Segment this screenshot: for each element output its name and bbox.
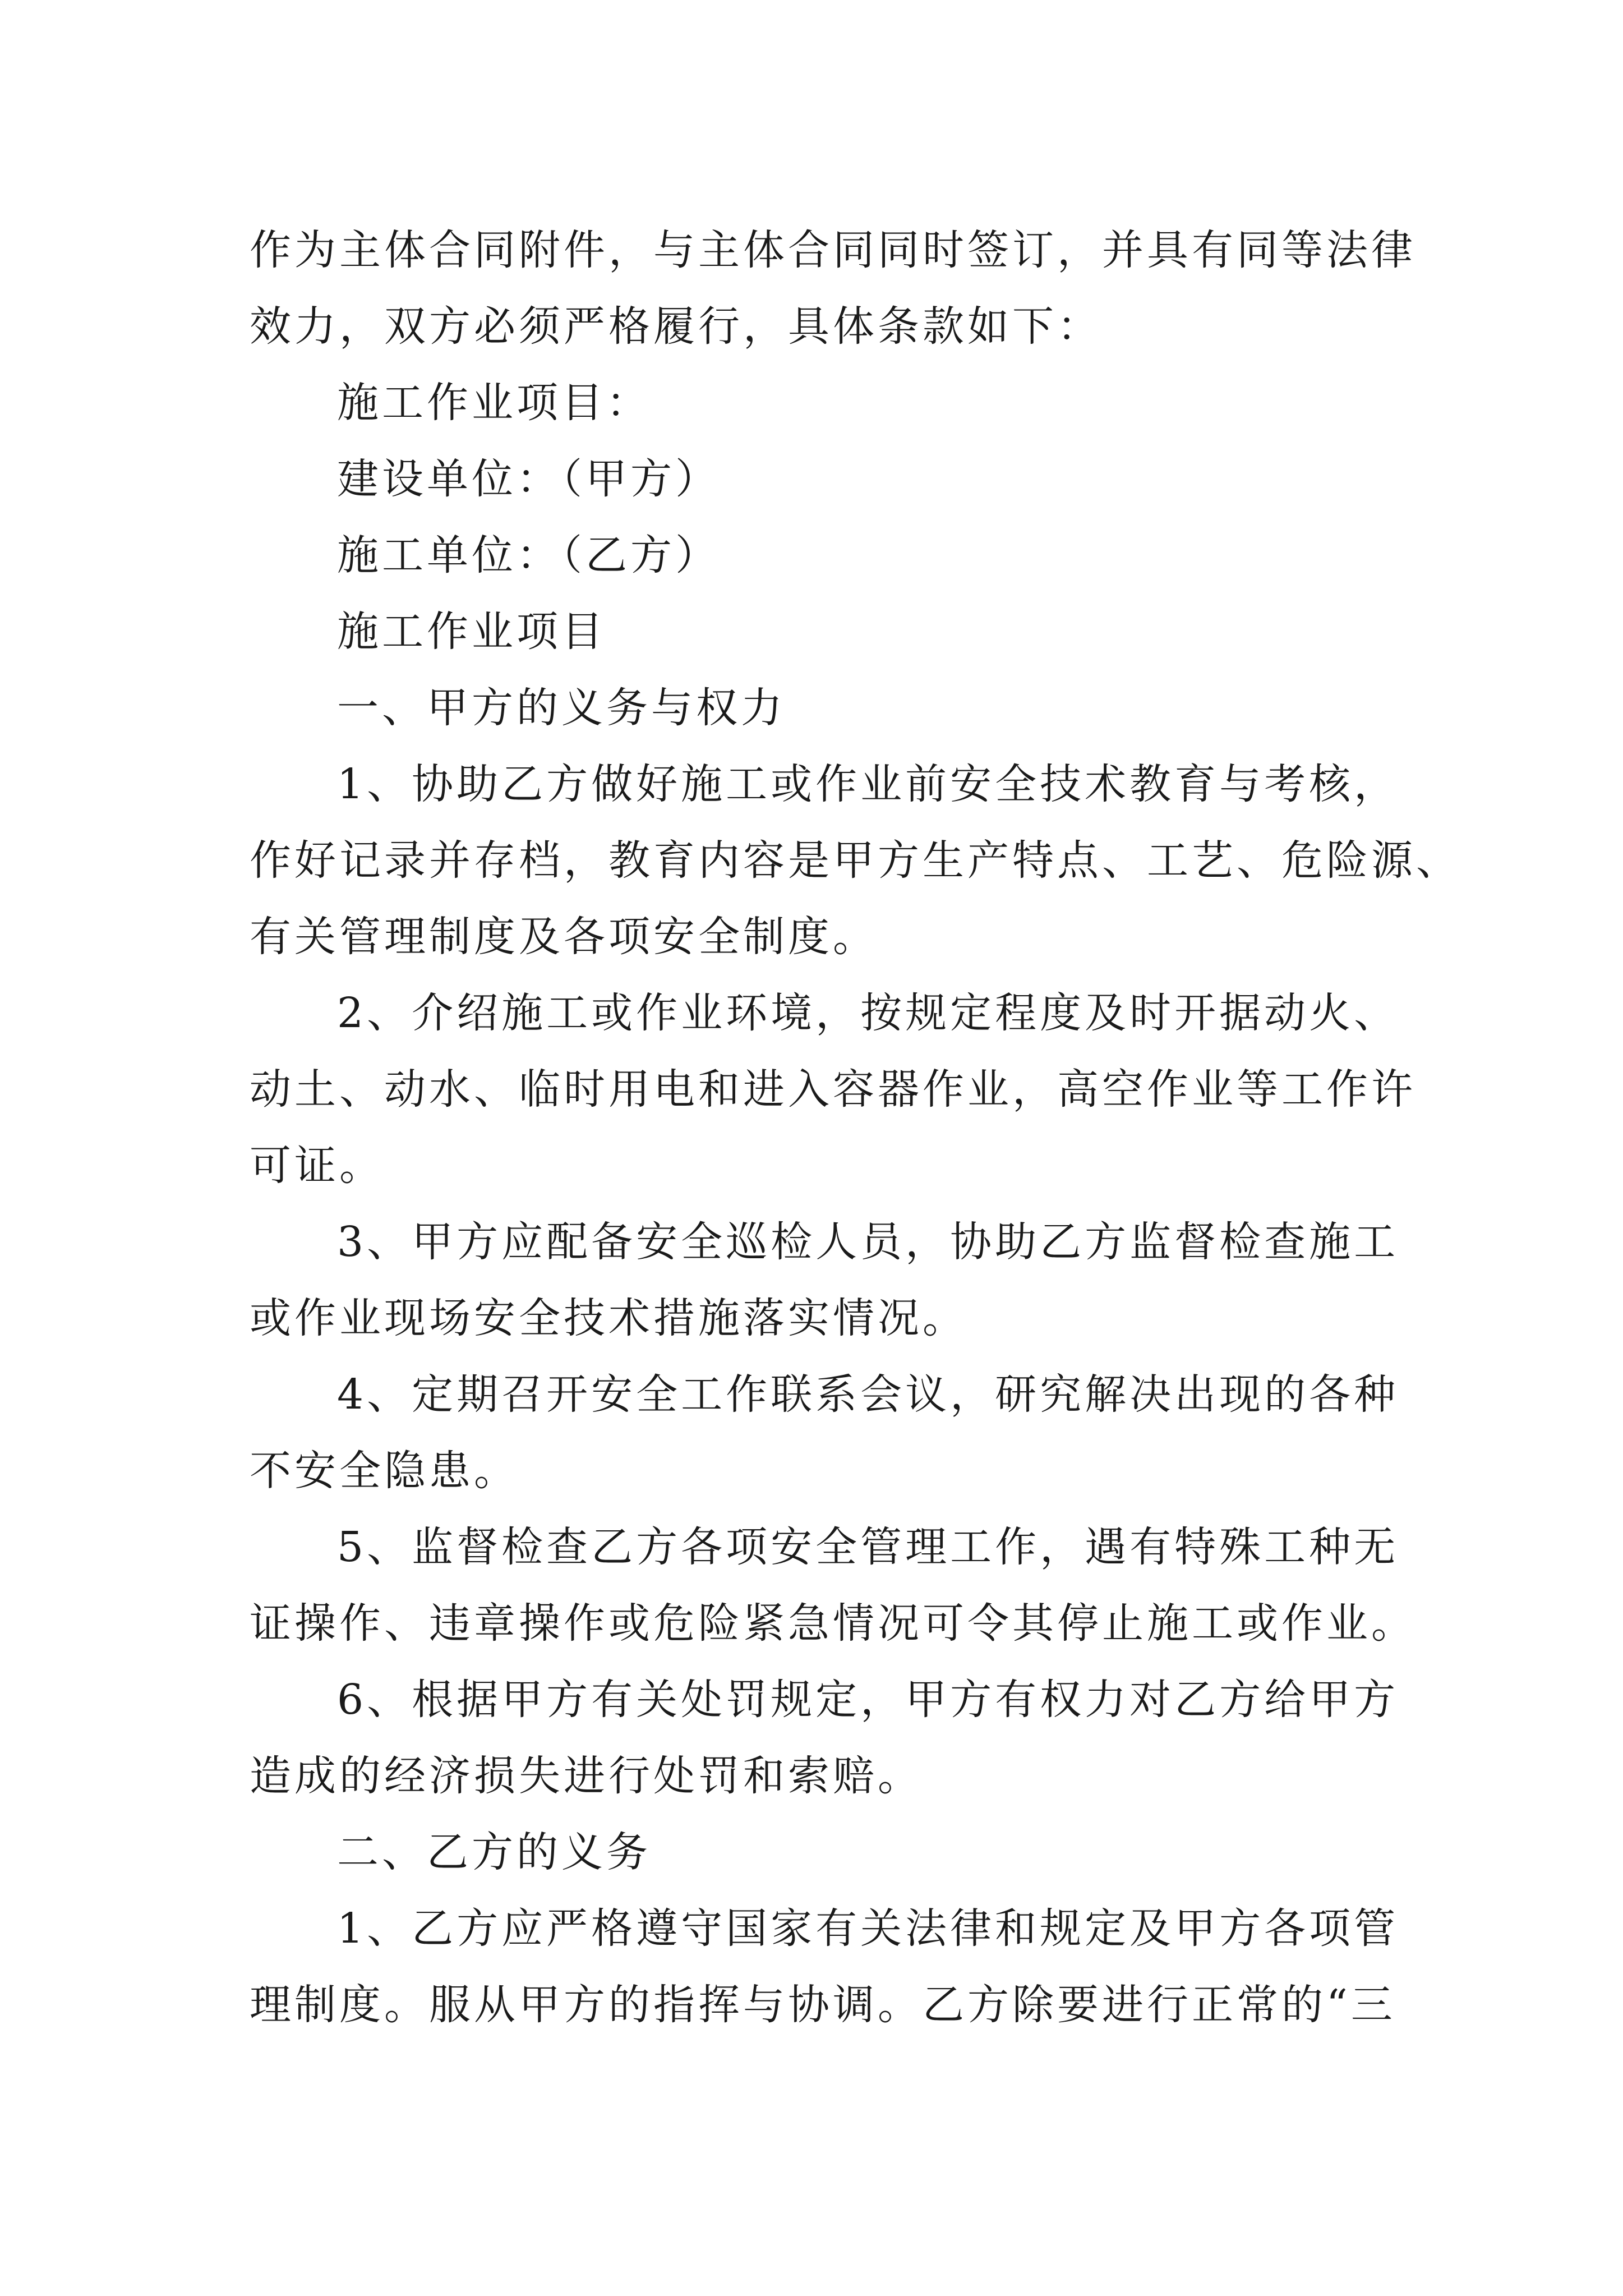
text-line: 施工单位：（乙方） <box>337 531 720 579</box>
text-line: 证操作、违章操作或危险紧急情况可令其停止施工或作业。 <box>250 1599 1416 1648</box>
text-line: 动土、动水、临时用电和进入容器作业，高空作业等工作许 <box>250 1065 1416 1114</box>
text-line: 造成的经济损失进行处罚和索赔。 <box>250 1752 923 1800</box>
text-line: 作好记录并存档，教育内容是甲方生产特点、工艺、危险源、 <box>250 836 1461 885</box>
text-line: 效力，双方必须严格履行，具体条款如下： <box>250 302 1102 351</box>
document-body <box>250 212 1461 2043</box>
text-line: 施工作业项目 <box>337 608 606 656</box>
text-line: 4、定期召开安全工作联系会议，研究解决出现的各种 <box>337 1370 1399 1419</box>
text-line: 或作业现场安全技术措施落实情况。 <box>250 1294 967 1342</box>
text-line: 1、乙方应严格遵守国家有关法律和规定及甲方各项管 <box>337 1904 1399 1953</box>
text-line: 5、监督检查乙方各项安全管理工作，遇有特殊工种无 <box>337 1523 1399 1571</box>
text-line: 3、甲方应配备安全巡检人员，协助乙方监督检查施工 <box>337 1218 1399 1266</box>
text-line: 6、根据甲方有关处罚规定，甲方有权力对乙方给甲方 <box>337 1676 1399 1724</box>
text-line: 2、介绍施工或作业环境，按规定程度及时开据动火、 <box>337 989 1399 1037</box>
text-line: 施工作业项目： <box>337 379 651 427</box>
text-line: 1、协助乙方做好施工或作业前安全技术教育与考核， <box>337 760 1399 808</box>
text-line: 不安全隐患。 <box>250 1447 519 1495</box>
section-heading: 二、乙方的义务 <box>337 1828 651 1876</box>
text-line: 作为主体合同附件，与主体合同同时签订，并具有同等法律 <box>250 226 1416 274</box>
text-line: 建设单位：（甲方） <box>337 455 720 503</box>
text-line: 理制度。服从甲方的指挥与协调。乙方除要进行正常的“三 <box>250 1981 1396 2029</box>
text-line: 可证。 <box>250 1142 384 1190</box>
section-heading: 一、甲方的义务与权力 <box>337 684 786 732</box>
text-line: 有关管理制度及各项安全制度。 <box>250 913 878 961</box>
